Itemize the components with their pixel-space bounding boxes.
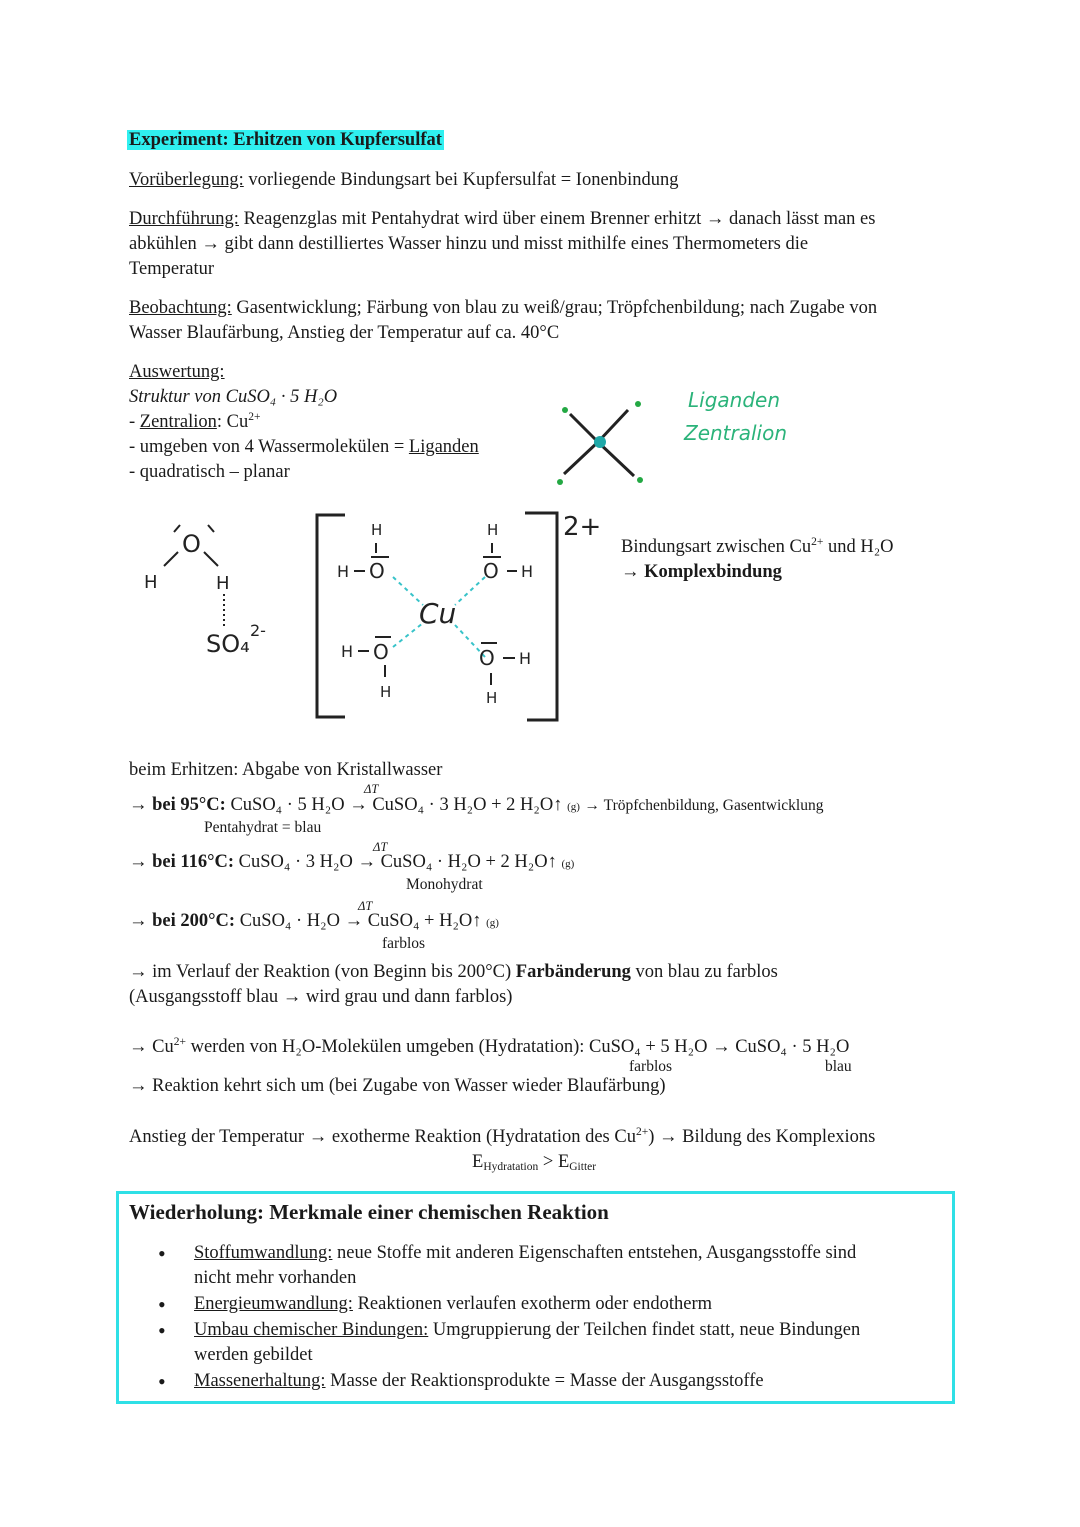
list-item-continuation: werden gebildet <box>194 1345 313 1365</box>
durchfuehrung-line1: Durchführung: Reagenzglas mit Pentahydrat wird über einem Brenner erhitzt → danach lässt man es <box>129 209 876 229</box>
bracket-left <box>317 515 345 717</box>
delta-t: ΔT <box>373 840 388 854</box>
bindungsart-line1: Bindungsart zwischen $Cu^{2+}$ und H₂O <box>621 536 894 557</box>
ligand-dot <box>562 407 568 413</box>
svg-text:H: H <box>341 642 354 661</box>
hydratation-blau: blau <box>825 1058 852 1075</box>
square-planar-sketch <box>548 392 658 492</box>
ligand-dot <box>635 401 641 407</box>
reaction-95-sub: Pentahydrat = blau <box>204 819 322 836</box>
erhitzen-intro: beim Erhitzen: Abgabe von Kristallwasser <box>129 760 443 780</box>
reaction-95: → bei 95°C: CuSO₄ · 5 H₂O → CuSO₄ · 3 H₂O + 2 H₂O↑ (g) → Tröpfchenbildung, Gasentwicklung <box>129 795 824 815</box>
reaction-200-sub: farblos <box>382 935 426 952</box>
bracket-right <box>525 513 557 720</box>
vorueberlegung <box>129 168 679 193</box>
vorueberlegung-text: vorliegende Bindungsart bei Kupfersulfat = Ionenbindung <box>248 170 679 190</box>
durchfuehrung-line3: Temperatur <box>129 259 214 279</box>
sulfate-label: SO₄ <box>206 630 250 658</box>
verlauf-line1: → im Verlauf der Reaktion (von Beginn bis 200°C) Farbänderung von blau zu farblos <box>129 962 778 982</box>
hydratation-line2: → Reaktion kehrt sich um (bei Zugabe von Wasser wieder Blaufärbung) <box>129 1076 666 1096</box>
svg-text:O: O <box>483 559 499 583</box>
list-item: Massenerhaltung: Masse der Reaktionsprodukte = Masse der Ausgangsstoffe <box>194 1371 764 1391</box>
svg-text:H: H <box>486 689 498 707</box>
copper-label: Cu <box>419 597 457 630</box>
list-item: Umbau chemischer Bindungen: Umgruppierung der Teilchen findet statt, neue Bindungen <box>194 1320 861 1340</box>
svg-text:H: H <box>371 521 383 539</box>
verlauf-line2: (Ausgangsstoff blau → wird grau und dann farblos) <box>129 987 513 1007</box>
durchfuehrung-line2: abkühlen → gibt dann destilliertes Wasser hinzu und misst mithilfe eines Thermometers die <box>129 234 809 254</box>
legend-zentralion: Zentralion <box>684 421 788 445</box>
bullet-icon: • <box>158 1241 166 1266</box>
beobachtung-line1: Beobachtung: Gasentwicklung; Färbung von blau zu weiß/grau; Tröpfchenbildung; nach Zugabe von <box>129 298 878 318</box>
oxygen-label: O <box>182 530 201 558</box>
page-title: Experiment: Erhitzen von Kupfersulfat <box>129 130 442 150</box>
beobachtung-line2: Wasser Blaufärbung, Anstieg der Temperatur auf ca. 40°C <box>129 323 560 343</box>
bullet-icon: • <box>158 1369 166 1394</box>
energie-vergleich: $E_{Hydratation} > E_{Gitter}$ <box>472 1152 597 1173</box>
delta-t: ΔT <box>364 782 379 796</box>
complex-charge: 2+ <box>563 512 602 542</box>
bullet-icon: • <box>158 1292 166 1317</box>
delta-t: ΔT <box>358 899 373 913</box>
durchfuehrung-label: Durchführung: <box>129 209 239 229</box>
auswertung-label: Auswertung: <box>129 362 225 382</box>
sulfate-charge: 2- <box>250 621 266 640</box>
umgeben-line: - umgeben von 4 Wassermolekülen = Liganden <box>129 437 479 457</box>
beobachtung-label: Beobachtung: <box>129 298 232 318</box>
reaction-116-sub: Monohydrat <box>406 876 483 893</box>
svg-text:O: O <box>373 640 389 664</box>
struktur-heading: Struktur von CuSO₄ · 5 H₂O <box>129 387 338 407</box>
list-item: Stoffumwandlung: neue Stoffe mit anderen Eigenschaften entstehen, Ausgangsstoffe sind <box>194 1243 857 1263</box>
svg-text:O: O <box>369 559 385 583</box>
svg-text:H: H <box>521 562 534 581</box>
central-ion-dot <box>594 436 606 448</box>
svg-text:H: H <box>487 521 499 539</box>
zentralion-line: - Zentralion: $Cu^{2+}$ <box>129 411 261 432</box>
bindungsart-line2: → Komplexbindung <box>621 562 782 582</box>
wiederholung-title: Wiederholung: Merkmale einer chemischen Reaktion <box>129 1200 609 1224</box>
bond-line <box>598 442 634 476</box>
svg-text:H: H <box>337 562 350 581</box>
svg-text:O: O <box>479 646 495 670</box>
ligand-dot <box>637 477 643 483</box>
hydrogen-label: H <box>144 572 158 593</box>
reaction-116: → bei 116°C: CuSO₄ · 3 H₂O → CuSO₄ · H₂O + 2 H₂O↑ (g) <box>129 852 575 872</box>
hydratation-farblos: farblos <box>629 1058 673 1075</box>
reaction-200: → bei 200°C: CuSO₄ · H₂O → CuSO₄ + H₂O↑ (g) <box>129 911 499 931</box>
bond-line <box>564 442 598 474</box>
bond-line <box>570 414 598 442</box>
bullet-icon: • <box>158 1318 166 1343</box>
list-item: Energieumwandlung: Reaktionen verlaufen exotherm oder endotherm <box>194 1294 713 1314</box>
legend-liganden: Liganden <box>688 388 781 412</box>
hydrogen-label: H <box>216 573 230 594</box>
hydratation-line1: → $Cu^{2+}$ werden von H₂O-Molekülen umgeben (Hydratation): CuSO₄ + 5 H₂O → CuSO₄ · 5 H₂O <box>129 1036 850 1057</box>
copper-complex-sketch <box>305 505 605 730</box>
vorueberlegung-label: Vorüberlegung: <box>129 170 244 190</box>
temperatur-line: Anstieg der Temperatur → exotherme Reaktion (Hydratation des $Cu^{2+}$) → Bildung des Komplexions <box>129 1126 876 1147</box>
svg-text:H: H <box>519 649 532 668</box>
water-sulfate-sketch <box>130 510 290 670</box>
ligand-dot <box>557 479 563 485</box>
quadratisch-line: - quadratisch – planar <box>129 462 290 482</box>
svg-text:H: H <box>380 683 392 701</box>
list-item-continuation: nicht mehr vorhanden <box>194 1268 357 1288</box>
